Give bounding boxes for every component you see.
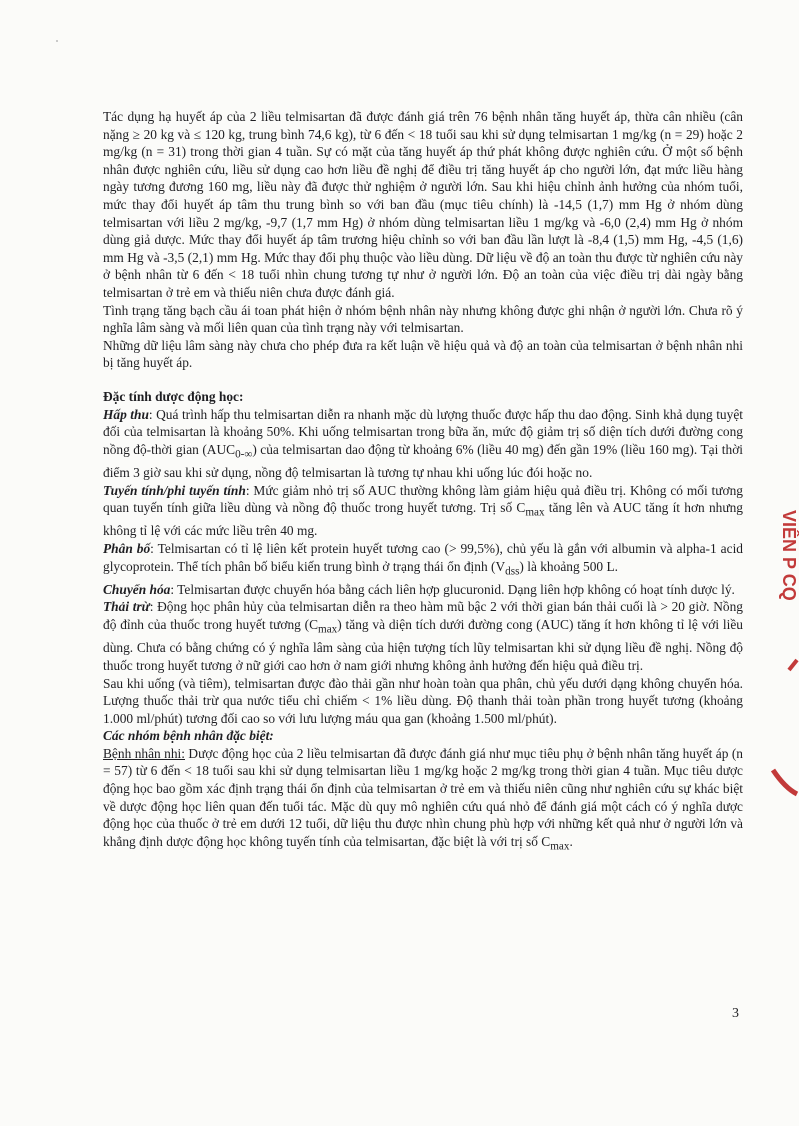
stamp-text: VIÊN P CQ: [779, 510, 799, 601]
paragraph-conclusion: Những dữ liệu lâm sàng này chưa cho phép đưa ra kết luận về hiệu quả và độ an toàn của telmisartan ở bệnh nhân nhi bị tăng huyết áp.: [103, 337, 743, 371]
pediatric-paragraph: [103, 745, 743, 856]
metabolism-paragraph: [103, 581, 743, 599]
stamp-arc: [773, 770, 797, 794]
pk-heading: Đặc tính dược động học:: [103, 388, 244, 404]
elimination-text-b: ) tăng và diện tích dưới đường cong (AUC) tăng ít hơn không tỉ lệ với liều dùng. Chưa có bằng chứng có ý nghĩa lâm sàng của hiện tượng tích lũy telmisartan khi sử dụng liều đề nghị. Nồng độ thuốc trong huyết tương ở nữ giới cao hơn ở nam giới nhưng không ảnh hưởng đến hiệu quả điều trị.: [103, 617, 743, 673]
paragraph-efficacy: Tác dụng hạ huyết áp của 2 liều telmisartan đã được đánh giá trên 76 bệnh nhân tăng huyết áp, thừa cân nhiều (cân nặng ≥ 20 kg và ≤ 120 kg, trung bình 74,6 kg), từ 6 đến < 18 tuổi sau khi sử dụng telmisartan 1 mg/kg (n = 29) hoặc 2 mg/kg (n = 31) trong thời gian 4 tuần. Sự có mặt của tăng huyết áp thứ phát không được nghiên cứu. Ở một số bệnh nhân được nghiên cứu, liều sử dụng cao hơn liều đề nghị để điều trị tăng huyết áp cho người lớn, đạt mức liều hàng ngày tương đương 160 mg, liều này đã được thử nghiệm ở người lớn. Sau khi hiệu chỉnh ảnh hưởng của nhóm tuổi, mức thay đổi huyết áp tâm thu trung bình so với ban đầu (mục tiêu chính) là -14,5 (1,7) mm Hg ở nhóm dùng telmisartan với liều 2 mg/kg, -9,7 (1,7 mm Hg) ở nhóm dùng telmisartan liều 1 mg/kg và -6,0 (2,4) mm Hg ở nhóm dùng giả dược. Mức thay đổi huyết áp tâm trương hiệu chỉnh so với ban đầu lần lượt là -8,4 (1,5) mm Hg, -4,5 (1,6) mm Hg và -3,5 (2,1) mm Hg. Mức thay đổi phụ thuộc vào liều dùng. Dữ liệu về độ an toàn thu được từ nghiên cứu này ở bệnh nhân từ 6 đến < 18 tuổi nhìn chung tương tự như ở người lớn. Độ an toàn của việc điều trị dài ngày bằng telmisartan ở trẻ em và thiếu niên chưa được đánh giá.: [103, 109, 743, 300]
distribution-term: Phân bố: [103, 541, 151, 556]
special-populations-heading: Các nhóm bệnh nhân đặc biệt:: [103, 728, 274, 744]
page-content: [103, 108, 743, 856]
distribution-paragraph: [103, 540, 743, 581]
partial-stamp: [759, 470, 799, 800]
paragraph-eosinophilia: Tình trạng tăng bạch cầu ái toan phát hiện ở nhóm bệnh nhân này nhưng không được ghi nhận ở người lớn. Chưa rõ ý nghĩa lâm sàng và mối liên quan của tình trạng này với telmisartan.: [103, 302, 743, 336]
linearity-text-a: : Mức giảm nhỏ trị số AUC thường không làm giảm hiệu quả điều trị. Không có mối tương quan tuyến tính giữa liều dùng và nồng độ thuốc trong huyết tương. Trị số C: [103, 482, 743, 516]
distribution-text-b: ) là khoảng 500 L.: [519, 558, 618, 574]
absorption-text-a: : Quá trình hấp thu telmisartan diễn ra nhanh mặc dù lượng thuốc được hấp thu dao động. Sinh khả dụng tuyệt đối của telmisartan là khoảng 50%. Khi uống telmisartan trong bữa ăn, mức độ giảm trị số diện tích dưới đường cong nồng độ-thời gian (AUC: [103, 406, 743, 457]
elimination-paragraph: [103, 598, 743, 674]
pediatric-term: Bệnh nhân nhi:: [103, 745, 185, 761]
elimination-subscript: max: [318, 623, 338, 636]
linearity-paragraph: [103, 482, 743, 540]
scan-speck: [56, 40, 58, 42]
stamp-mark: [789, 660, 797, 670]
linearity-subscript: max: [525, 506, 545, 519]
absorption-text-b: ) của telmisartan dao động từ khoảng 6% (liều 40 mg) đến gần 19% (liều 160 mg). Tại thời điểm 3 giờ sau khi sử dụng, nồng độ telmisartan là tương tự nhau khi uống lúc đói hoặc no.: [103, 441, 743, 480]
pediatric-text-b: .: [569, 833, 573, 849]
distribution-text-a: : Telmisartan có tỉ lệ liên kết protein huyết tương cao (> 99,5%), chủ yếu là gắn với albumin và alpha-1 acid glycoprotein. Thể tích phân bố biểu kiến trung bình ở trạng thái ổn định (V: [103, 541, 743, 574]
elimination-term: Thải trừ: [103, 599, 150, 615]
absorption-paragraph: [103, 406, 743, 482]
page-number: 3: [732, 1006, 739, 1021]
elimination-text-a: : Động học phân hủy của telmisartan diễn ra theo hàm mũ bậc 2 với thời gian bán thải cuối là > 20 giờ. Nồng độ đỉnh của thuốc trong huyết tương (C: [103, 599, 743, 633]
distribution-subscript: dss: [505, 565, 520, 578]
absorption-subscript: 0-∞: [235, 448, 253, 461]
linearity-term: Tuyến tính/phi tuyến tính: [103, 482, 246, 498]
metabolism-text: : Telmisartan được chuyển hóa bằng cách liên hợp glucuronid. Dạng liên hợp không có hoạt tính dược lý.: [170, 581, 735, 597]
pediatric-text-a: Dược động học của 2 liều telmisartan đã được đánh giá như mục tiêu phụ ở bệnh nhân tăng huyết áp (n = 57) từ 6 đến < 18 tuổi sau khi sử dụng telmisartan liều 1 mg/kg hoặc 2 mg/kg trong thời gian 4 tuần. Mục tiêu dược động học bao gồm xác định trạng thái ổn định của telmisartan ở trẻ em và thiếu niên cũng như nghiên cứu sự khác biệt về dược động học liên quan đến tuổi tác. Mặc dù quy mô nghiên cứu quá nhỏ để đánh giá một cách có ý nghĩa dược động học của thuốc ở trẻ em dưới 12 tuổi, dữ liệu thu được nhìn chung phù hợp với những kết quả như ở người lớn và khẳng định dược động học không tuyến tính của telmisartan, đặc biệt là với trị số C: [103, 745, 743, 849]
pediatric-subscript: max: [550, 840, 570, 853]
elimination-paragraph-2: Sau khi uống (và tiêm), telmisartan được đào thải gần như hoàn toàn qua phân, chủ yếu dưới dạng không chuyển hóa. Lượng thuốc thải trừ qua nước tiểu chỉ chiếm < 1% liều dùng. Độ thanh thải toàn phần trong huyết tương (khoảng 1.000 ml/phút) tương đối cao so với lưu lượng máu qua gan (khoảng 1.500 ml/phút).: [103, 675, 743, 726]
metabolism-term: Chuyển hóa: [103, 581, 171, 597]
absorption-term: Hấp thu: [103, 406, 149, 422]
linearity-text-b: tăng lên và AUC tăng ít hơn nhưng không tỉ lệ với các mức liều trên 40 mg.: [103, 500, 743, 539]
